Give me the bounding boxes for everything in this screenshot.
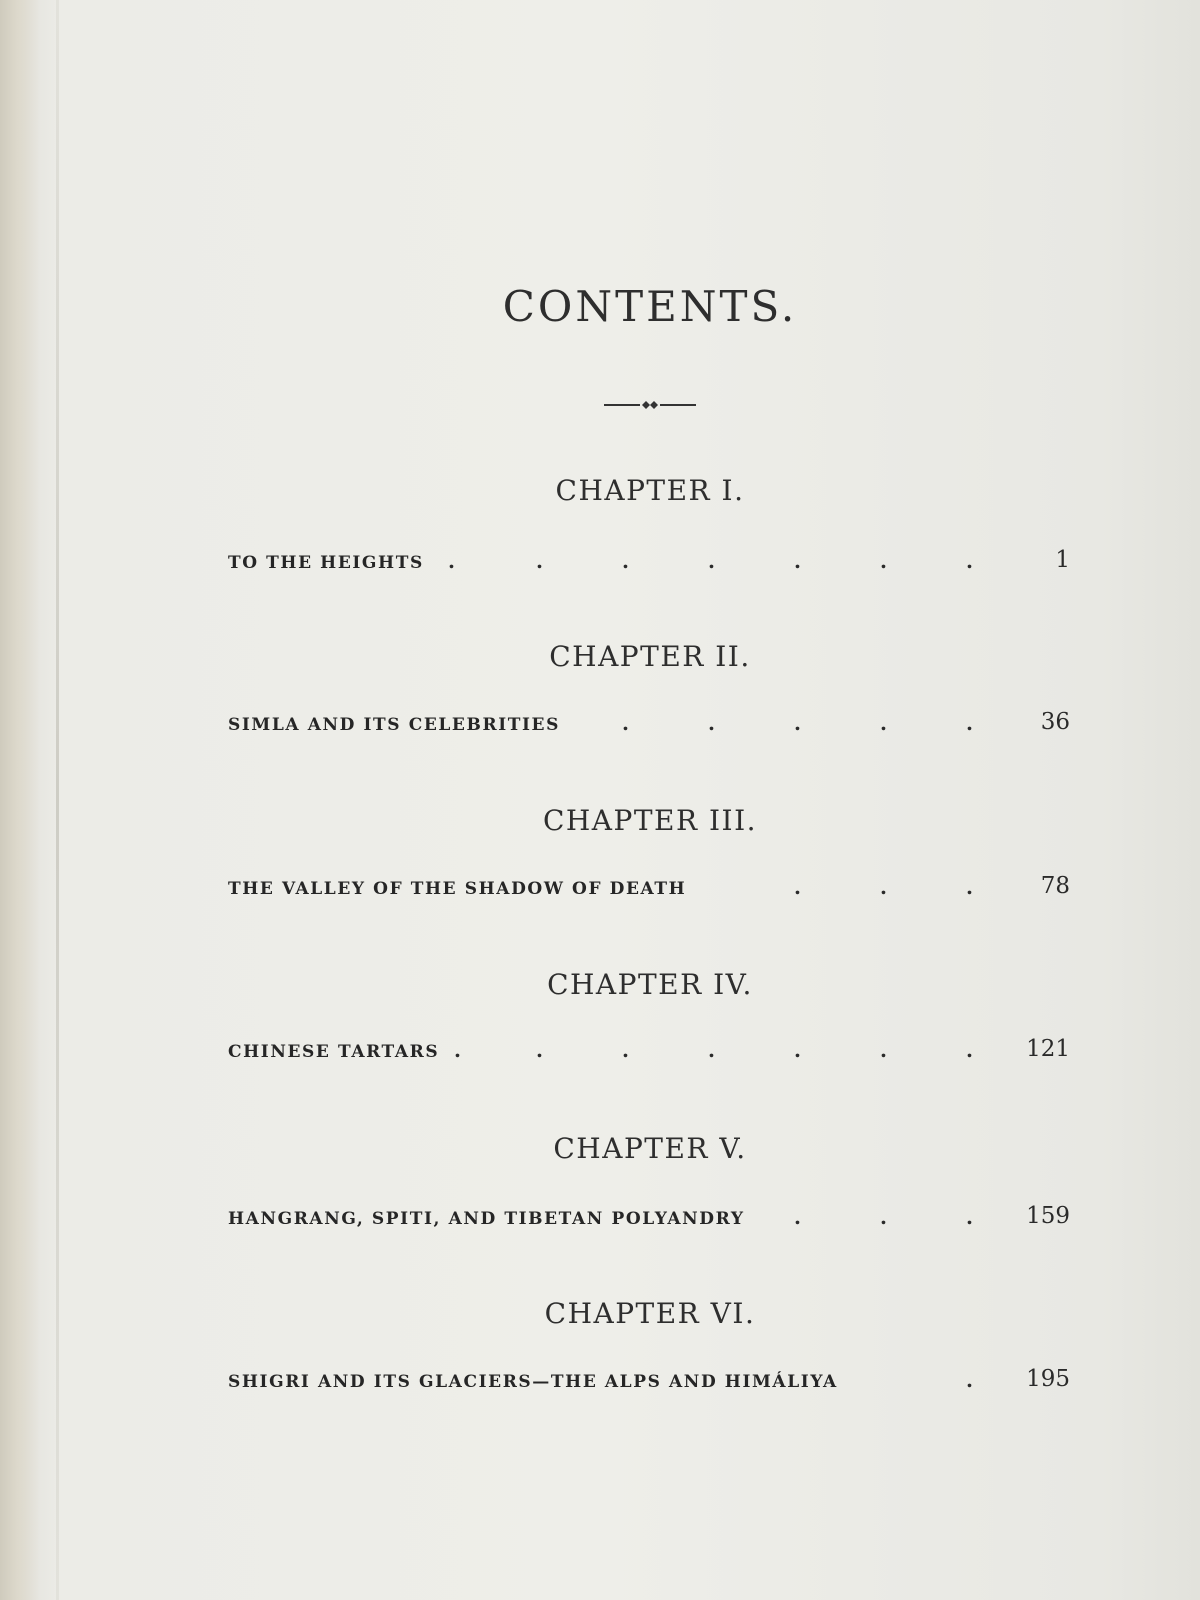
entry-title-6: SHIGRI AND ITS GLACIERS—THE ALPS AND HIMÁLIYA [228,1372,838,1392]
leader-dot: . [622,711,629,735]
leader-dot: . [794,1205,801,1229]
leader-dot: . [794,1038,801,1062]
leader-dot: . [880,1205,887,1229]
leader-dot: . [966,549,973,573]
entry-title-5: HANGRANG, SPITI, AND TIBETAN POLYANDRY [228,1209,745,1229]
leader-dot: . [880,711,887,735]
entry-title-3: THE VALLEY OF THE SHADOW OF DEATH [228,879,687,899]
toc-entry-1 [228,545,1070,579]
chapter-heading-3: CHAPTER III. [542,804,758,837]
chapter-heading-6: CHAPTER VI. [544,1297,756,1330]
entry-title-4: CHINESE TARTARS [228,1042,440,1062]
ornament-divider [604,398,696,412]
leader-dot: . [708,711,715,735]
chapter-heading-5: CHAPTER V. [553,1132,747,1165]
toc-entry-5 [228,1201,1070,1235]
leader-dot: . [880,549,887,573]
page-edge [0,0,40,1600]
page-number-3: 78 [1040,873,1070,899]
leader-dot: . [966,711,973,735]
toc-entry-6 [228,1364,1070,1398]
entry-title-2: SIMLA AND ITS CELEBRITIES [228,715,560,735]
leader-dot: . [966,1368,973,1392]
leader-dot: . [966,1038,973,1062]
leader-dot: . [448,549,455,573]
contents-title: CONTENTS. [502,282,798,331]
leader-dot: . [622,1038,629,1062]
page-number-5: 159 [1026,1203,1070,1229]
leader-dot: . [794,875,801,899]
leader-dot: . [536,1038,543,1062]
leader-dot: . [966,1205,973,1229]
page-number-1: 1 [1055,547,1070,573]
leader-dot: . [708,1038,715,1062]
leader-dot: . [622,549,629,573]
leader-dot: . [794,711,801,735]
toc-entry-2 [228,707,1070,741]
leader-dot: . [536,549,543,573]
page-number-4: 121 [1026,1036,1070,1062]
page-fold [56,0,59,1600]
page-number-6: 195 [1026,1366,1070,1392]
leader-dot: . [794,549,801,573]
chapter-heading-4: CHAPTER IV. [547,968,753,1001]
toc-entry-4 [228,1034,1070,1068]
leader-dot: . [454,1038,461,1062]
leader-dot: . [880,1038,887,1062]
leader-dot: . [880,875,887,899]
chapter-heading-2: CHAPTER II. [549,640,751,673]
leader-dot: . [966,875,973,899]
entry-title-1: TO THE HEIGHTS [228,553,424,573]
leader-dot: . [708,549,715,573]
chapter-heading-1: CHAPTER I. [555,474,745,507]
page-number-2: 36 [1040,709,1070,735]
toc-entry-3 [228,871,1070,905]
